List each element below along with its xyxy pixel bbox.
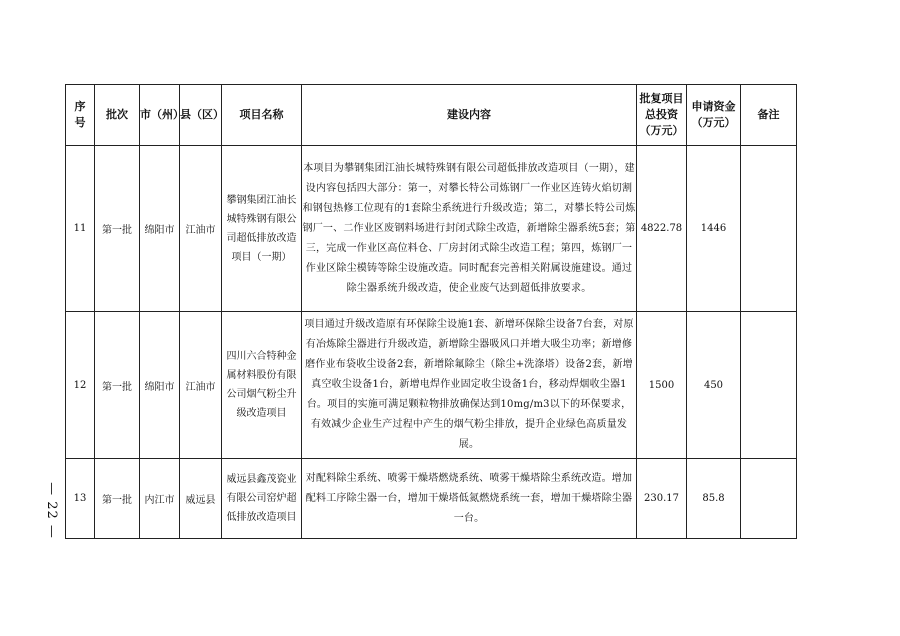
header-project-name: 项目名称 xyxy=(222,85,302,146)
cell-city: 内江市 xyxy=(140,459,180,539)
table-row xyxy=(66,146,797,312)
cell-content: 项目通过升级改造原有环保除尘设施1套、新增环保除尘设备7台套，对原有冶炼除尘器进行升级改造，新增除尘器吸风口并增大吸尘功率；新增修磨作业布袋收尘设备2套，新增除氟除尘（除尘+洗涤塔）设备2套，新增真空收尘设备1台，新增电焊作业固定收尘设备1台，移动焊烟收尘器1台。项目的实施可满足颗粒物排放确保达到10mg/m3以下的环保要求，有效减少企业生产过程中产生的烟气粉尘排放，提升企业绿色高质量发展。 xyxy=(302,312,637,459)
cell-seq: 11 xyxy=(66,146,95,312)
cell-note xyxy=(741,146,797,312)
cell-project-name: 四川六合特种金属材料股份有限公司烟气粉尘升级改造项目 xyxy=(222,312,302,459)
cell-total-investment: 4822.78 xyxy=(637,146,687,312)
table-header-row xyxy=(66,85,797,146)
table-row xyxy=(66,459,797,539)
header-county: 县（区） xyxy=(180,85,222,146)
cell-county: 江油市 xyxy=(180,312,222,459)
cell-seq: 12 xyxy=(66,312,95,459)
cell-applied-funds: 85.8 xyxy=(687,459,741,539)
header-city: 市（州） xyxy=(140,85,180,146)
cell-content xyxy=(302,459,637,539)
header-applied-funds: 申请资金 （万元） xyxy=(687,85,741,146)
cell-seq: 13 xyxy=(66,459,95,539)
content-tail: 一台。 xyxy=(453,512,485,524)
header-content: 建设内容 xyxy=(302,85,637,146)
cell-note xyxy=(741,312,797,459)
content-text: 对配料除尘系统、喷雾干燥塔燃烧系统、喷雾干燥塔除尘系统改造。增加配料工序除尘器一台，增加干燥塔低氮燃烧系统一套，增加干燥塔除尘器 xyxy=(305,472,633,504)
cell-batch: 第一批 xyxy=(95,146,140,312)
cell-applied-funds: 450 xyxy=(687,312,741,459)
table-row xyxy=(66,312,797,459)
cell-note xyxy=(741,459,797,539)
header-total-investment: 批复项目 总投资 （万元） xyxy=(637,85,687,146)
cell-total-investment: 230.17 xyxy=(637,459,687,539)
cell-total-investment: 1500 xyxy=(637,312,687,459)
cell-project-name: 攀钢集团江油长城特殊钢有限公司超低排放改造项目（一期） xyxy=(222,146,302,312)
header-batch: 批次 xyxy=(95,85,140,146)
header-note: 备注 xyxy=(741,85,797,146)
cell-batch: 第一批 xyxy=(95,459,140,539)
cell-county: 江油市 xyxy=(180,146,222,312)
header-seq: 序 号 xyxy=(66,85,95,146)
cell-applied-funds: 1446 xyxy=(687,146,741,312)
cell-batch: 第一批 xyxy=(95,312,140,459)
cell-content: 本项目为攀钢集团江油长城特殊钢有限公司超低排放改造项目（一期），建设内容包括四大部分：第一，对攀长特公司炼钢厂一作业区连铸火焰切割和钢包热修工位现有的1套除尘系统进行升级改造；第二，对攀长特公司炼钢厂一、二作业区废钢料场进行封闭式除尘改造，新增除尘器系统5套；第三，完成一作业区高位料仓、厂房封闭式除尘改造工程；第四，炼钢厂一作业区除尘模铸等除尘设施改造。同时配套完善相关附属设施建设。通过除尘器系统升级改造，使企业废气达到超低排放要求。 xyxy=(302,146,637,312)
project-table xyxy=(65,84,797,539)
cell-project-name: 威远县鑫茂瓷业有限公司窑炉超低排放改造项目 xyxy=(222,459,302,539)
cell-city: 绵阳市 xyxy=(140,146,180,312)
cell-county: 威远县 xyxy=(180,459,222,539)
page-number: — 22 — xyxy=(43,481,59,539)
cell-city: 绵阳市 xyxy=(140,312,180,459)
